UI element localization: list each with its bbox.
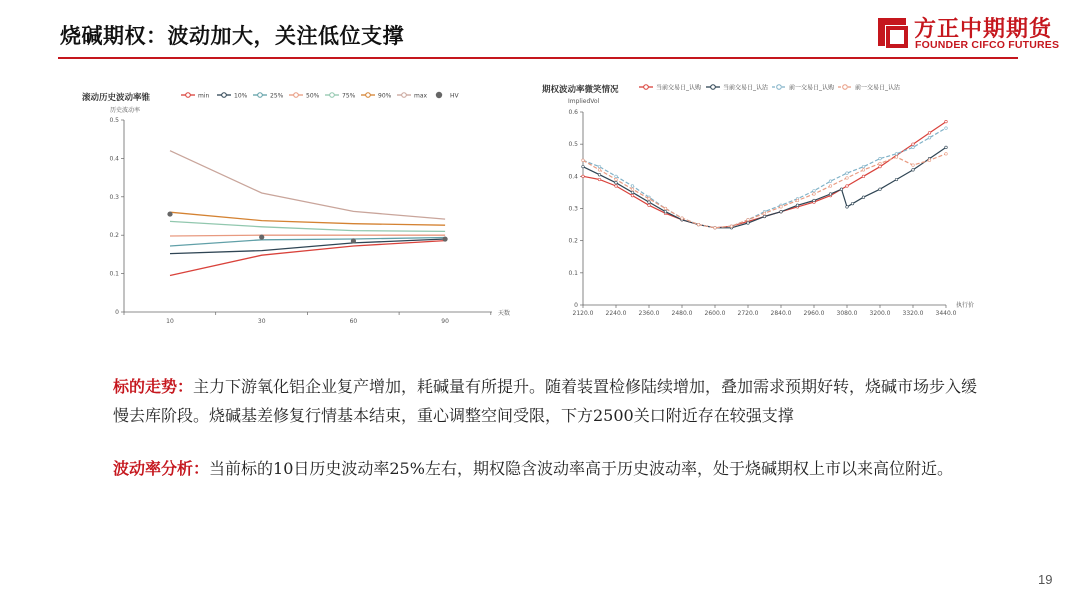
hv-point [443,236,448,241]
y-tick-label: 0.3 [109,193,119,201]
x-tick-label: 3080.0 [836,310,858,317]
legend-marker [294,93,299,98]
series-point [615,178,618,181]
series-point [862,165,865,168]
series-point [945,146,948,149]
y-tick-label: 0.5 [568,141,578,149]
y-axis-label: 历史波动率 [110,107,141,114]
series-point [879,188,882,191]
series-line [170,221,445,231]
series-point [631,194,634,197]
series-point [829,193,832,196]
series-point [945,153,948,156]
series-point [582,175,585,178]
hv-point [351,238,356,243]
series-point [664,207,667,210]
series-point [879,157,882,160]
chart-title: 期权波动率微笑情况 [542,85,619,95]
series-point [840,188,843,191]
series-point [582,159,585,162]
legend-marker [777,85,782,90]
series-point [697,223,700,226]
series-line [170,239,445,254]
series-point [928,159,931,162]
series-point [615,185,618,188]
y-tick-label: 0.3 [568,205,578,213]
legend-marker [330,93,335,98]
series-point [829,185,832,188]
legend-label: min [198,92,210,100]
series-point [912,143,915,146]
y-axis-label: ImpliedVol [568,98,600,105]
series-line [170,241,445,276]
y-tick-label: 0 [115,309,119,316]
series-point [879,165,882,168]
series-point [846,177,849,180]
series-point [598,169,601,172]
vol-paragraph [113,454,983,483]
y-tick-label: 0.6 [568,109,578,116]
series-line [170,235,445,236]
trend-paragraph [113,372,983,430]
legend-marker [843,85,848,90]
series-point [582,165,585,168]
legend-marker [402,93,407,98]
series-point [664,210,667,213]
series-line [170,238,445,247]
legend-label: 10% [234,92,248,100]
x-tick-label: 2360.0 [638,310,660,317]
chart-title: 滚动历史波动率锥 [82,93,151,103]
series-point [895,178,898,181]
series-point [780,206,783,209]
legend-label: HV [450,92,459,100]
series-point [862,196,865,199]
x-tick-label: 30 [257,318,266,325]
legend-marker [186,93,191,98]
legend-label: 当前交易日_认沽 [723,84,769,92]
slide-title: 烧碱期权：波动加大，关注低位支撑 [60,24,404,48]
x-tick-label: 90 [441,318,449,325]
series-line [170,151,445,219]
legend-marker [222,93,227,98]
x-tick-label: 3200.0 [869,310,891,317]
series-point [846,185,849,188]
x-tick-label: 60 [349,318,358,325]
x-axis-label: 执行价 [956,302,975,309]
y-tick-label: 0.2 [109,232,119,240]
hv-point [167,211,172,216]
series-point [945,127,948,130]
x-tick-label: 10 [166,318,174,325]
y-tick-label: 0.4 [109,155,119,163]
x-tick-label: 2720.0 [737,310,759,317]
series-point [714,227,717,230]
vol-smile-chart [536,75,990,325]
y-tick-label: 0.1 [568,269,578,277]
series-point [879,162,882,165]
series-point [945,120,948,123]
logo-mark-icon [874,14,910,50]
x-tick-label: 3440.0 [935,310,957,317]
x-tick-label: 2600.0 [704,310,726,317]
series-point [763,212,766,215]
legend-label: 25% [270,92,284,100]
series-point [862,169,865,172]
y-tick-label: 0.5 [109,117,119,124]
x-tick-label: 2120.0 [572,310,594,317]
series-point [912,169,915,172]
x-tick-label: 2240.0 [605,310,627,317]
series-point [912,164,915,167]
series-point [681,217,684,220]
x-axis-label: 天数 [498,310,511,317]
series-point [747,218,750,221]
series-point [829,180,832,183]
series-point [648,198,651,201]
legend-label: 75% [342,92,356,100]
legend-marker [644,85,649,90]
trend-text: 主力下游氧化铝企业复产增加，耗碱量有所提升。随着装置检修陆续增加，叠加需求预期好转，烧碱市场步入缓慢去库阶段。烧碱基差修复行情基本结束，重心调整空间受限，下方2500关口附近存在较强支撑 [113,377,978,425]
series-point [780,210,783,213]
series-point [912,146,915,149]
y-tick-label: 0.4 [568,173,578,181]
header-rule [58,57,1018,59]
series-point [813,193,816,196]
hv-point [259,235,264,240]
series-point [598,165,601,168]
series-point [796,204,799,207]
series-point [813,199,816,202]
legend-marker [436,92,442,98]
page-number: 19 [1038,572,1053,587]
series-point [862,175,865,178]
series-point [851,202,854,205]
series-point [813,190,816,193]
series-point [895,153,898,156]
series-point [631,191,634,194]
legend-marker [711,85,716,90]
x-tick-label: 2840.0 [770,310,792,317]
vol-smile-chart-svg [536,75,990,325]
series-point [846,206,849,209]
series-point [615,175,618,178]
legend-label: 50% [306,92,320,100]
legend-marker [258,93,263,98]
vol-text: 当前标的10日历史波动率25%左右，期权隐含波动率高于历史波动率，处于烧碱期权上市以来高位附近。 [209,459,953,478]
series-point [615,181,618,184]
y-tick-label: 0.1 [109,270,119,278]
y-tick-label: 0 [574,302,578,309]
legend-marker [366,93,371,98]
series-point [928,132,931,135]
series-point [928,136,931,139]
series-point [598,178,601,181]
series-point [763,215,766,218]
legend-label: 前一交易日_认沽 [855,84,901,92]
series-point [648,201,651,204]
series-point [796,199,799,202]
legend-label: max [414,92,428,100]
y-tick-label: 0.2 [568,237,578,245]
series-point [747,222,750,225]
series-point [631,185,634,188]
legend-label: 前一交易日_认购 [789,84,835,92]
company-logo [874,10,1059,54]
hv-cone-chart-svg [78,80,518,325]
series-point [846,172,849,175]
logo-name-cn: 方正中期期货 [914,17,1053,42]
series-point [648,204,651,207]
vol-label: 波动率分析： [113,459,210,478]
x-tick-label: 3320.0 [902,310,924,317]
series-point [895,156,898,159]
hv-cone-chart [78,80,518,325]
legend-label: 90% [378,92,392,100]
trend-label: 标的走势： [113,377,194,396]
legend-label: 当前交易日_认购 [656,84,702,92]
series-point [730,225,733,228]
logo-name-en: FOUNDER CIFCO FUTURES [915,39,1060,51]
series-point [631,188,634,191]
x-tick-label: 2480.0 [671,310,693,317]
x-tick-label: 2960.0 [803,310,825,317]
series-point [598,173,601,176]
